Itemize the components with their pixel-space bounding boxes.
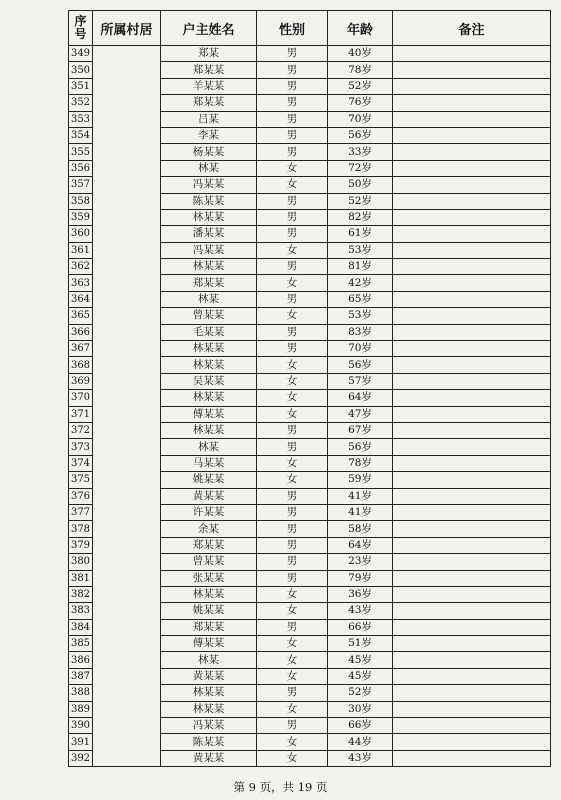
cell-remark (393, 291, 551, 307)
cell-remark (393, 718, 551, 734)
cell-gender: 男 (257, 209, 328, 225)
cell-remark (393, 259, 551, 275)
cell-gender: 男 (257, 488, 328, 504)
cell-gender: 女 (257, 636, 328, 652)
cell-seq: 392 (69, 750, 93, 766)
table-header-row (69, 11, 551, 46)
cell-seq: 388 (69, 685, 93, 701)
cell-gender: 男 (257, 570, 328, 586)
cell-gender: 男 (257, 521, 328, 537)
cell-gender: 男 (257, 46, 328, 62)
cell-name: 林某某 (161, 259, 257, 275)
cell-gender: 男 (257, 324, 328, 340)
cell-name: 林某 (161, 439, 257, 455)
header-village: 所属村居 (93, 11, 161, 46)
cell-gender: 女 (257, 275, 328, 291)
header-gender: 性别 (257, 11, 328, 46)
cell-seq: 389 (69, 701, 93, 717)
cell-age: 43岁 (328, 750, 393, 766)
cell-remark (393, 324, 551, 340)
cell-age: 56岁 (328, 357, 393, 373)
cell-seq: 386 (69, 652, 93, 668)
cell-village-merged (93, 46, 161, 767)
cell-name: 郑某某 (161, 275, 257, 291)
cell-age: 64岁 (328, 390, 393, 406)
cell-remark (393, 308, 551, 324)
table-body (69, 46, 551, 767)
cell-name: 马某某 (161, 455, 257, 471)
cell-remark (393, 357, 551, 373)
cell-age: 56岁 (328, 439, 393, 455)
cell-gender: 女 (257, 603, 328, 619)
cell-remark (393, 652, 551, 668)
cell-remark (393, 603, 551, 619)
cell-gender: 男 (257, 78, 328, 94)
cell-name: 郑某某 (161, 619, 257, 635)
cell-gender: 女 (257, 750, 328, 766)
cell-gender: 女 (257, 390, 328, 406)
cell-seq: 350 (69, 62, 93, 78)
cell-gender: 男 (257, 193, 328, 209)
cell-age: 65岁 (328, 291, 393, 307)
cell-seq: 371 (69, 406, 93, 422)
cell-remark (393, 422, 551, 438)
cell-seq: 377 (69, 504, 93, 520)
cell-remark (393, 226, 551, 242)
cell-name: 姚某某 (161, 472, 257, 488)
cell-remark (393, 750, 551, 766)
cell-gender: 男 (257, 685, 328, 701)
cell-gender: 男 (257, 341, 328, 357)
cell-name: 林某 (161, 652, 257, 668)
cell-name: 林某某 (161, 701, 257, 717)
cell-seq: 383 (69, 603, 93, 619)
header-remark: 备注 (393, 11, 551, 46)
cell-name: 黄某某 (161, 750, 257, 766)
cell-name: 黄某某 (161, 668, 257, 684)
cell-age: 50岁 (328, 177, 393, 193)
cell-seq: 356 (69, 160, 93, 176)
cell-age: 70岁 (328, 341, 393, 357)
cell-name: 吕某 (161, 111, 257, 127)
cell-seq: 354 (69, 127, 93, 143)
cell-seq: 378 (69, 521, 93, 537)
cell-remark (393, 275, 551, 291)
cell-age: 41岁 (328, 504, 393, 520)
cell-seq: 390 (69, 718, 93, 734)
cell-name: 郑某某 (161, 95, 257, 111)
cell-remark (393, 144, 551, 160)
cell-age: 47岁 (328, 406, 393, 422)
cell-age: 51岁 (328, 636, 393, 652)
cell-seq: 387 (69, 668, 93, 684)
household-table (68, 10, 551, 767)
cell-age: 57岁 (328, 373, 393, 389)
cell-remark (393, 111, 551, 127)
cell-name: 潘某某 (161, 226, 257, 242)
cell-age: 53岁 (328, 242, 393, 258)
cell-remark (393, 46, 551, 62)
cell-seq: 384 (69, 619, 93, 635)
cell-age: 40岁 (328, 46, 393, 62)
cell-name: 林某 (161, 291, 257, 307)
cell-name: 毛某某 (161, 324, 257, 340)
cell-name: 曾某某 (161, 308, 257, 324)
cell-gender: 女 (257, 406, 328, 422)
cell-name: 陈某某 (161, 734, 257, 750)
cell-seq: 369 (69, 373, 93, 389)
cell-seq: 382 (69, 586, 93, 602)
cell-age: 33岁 (328, 144, 393, 160)
cell-name: 陈某某 (161, 193, 257, 209)
cell-seq: 355 (69, 144, 93, 160)
cell-age: 61岁 (328, 226, 393, 242)
cell-age: 70岁 (328, 111, 393, 127)
table-row (69, 46, 551, 62)
household-table-sheet (68, 10, 550, 767)
cell-age: 56岁 (328, 127, 393, 143)
header-name: 户主姓名 (161, 11, 257, 46)
cell-remark (393, 488, 551, 504)
cell-name: 杨某某 (161, 144, 257, 160)
cell-age: 52岁 (328, 685, 393, 701)
cell-age: 82岁 (328, 209, 393, 225)
cell-age: 59岁 (328, 472, 393, 488)
cell-remark (393, 685, 551, 701)
cell-remark (393, 734, 551, 750)
cell-name: 林某某 (161, 422, 257, 438)
cell-remark (393, 78, 551, 94)
cell-age: 83岁 (328, 324, 393, 340)
cell-seq: 359 (69, 209, 93, 225)
cell-remark (393, 570, 551, 586)
cell-age: 64岁 (328, 537, 393, 553)
cell-remark (393, 209, 551, 225)
cell-seq: 351 (69, 78, 93, 94)
cell-age: 52岁 (328, 78, 393, 94)
cell-seq: 372 (69, 422, 93, 438)
cell-age: 43岁 (328, 603, 393, 619)
cell-seq: 373 (69, 439, 93, 455)
cell-remark (393, 341, 551, 357)
cell-gender: 女 (257, 734, 328, 750)
cell-name: 林某某 (161, 341, 257, 357)
cell-name: 许某某 (161, 504, 257, 520)
cell-age: 76岁 (328, 95, 393, 111)
cell-gender: 女 (257, 652, 328, 668)
cell-remark (393, 554, 551, 570)
cell-remark (393, 472, 551, 488)
cell-seq: 349 (69, 46, 93, 62)
cell-gender: 男 (257, 259, 328, 275)
cell-remark (393, 504, 551, 520)
cell-name: 郑某某 (161, 537, 257, 553)
cell-gender: 女 (257, 242, 328, 258)
cell-gender: 男 (257, 127, 328, 143)
cell-seq: 368 (69, 357, 93, 373)
cell-seq: 366 (69, 324, 93, 340)
cell-gender: 女 (257, 586, 328, 602)
cell-remark (393, 242, 551, 258)
cell-remark (393, 62, 551, 78)
cell-seq: 360 (69, 226, 93, 242)
cell-seq: 367 (69, 341, 93, 357)
cell-gender: 男 (257, 111, 328, 127)
cell-name: 黄某某 (161, 488, 257, 504)
cell-remark (393, 406, 551, 422)
cell-name: 傅某某 (161, 636, 257, 652)
cell-name: 冯某某 (161, 177, 257, 193)
cell-name: 林某某 (161, 209, 257, 225)
cell-seq: 385 (69, 636, 93, 652)
cell-name: 林某某 (161, 685, 257, 701)
cell-age: 78岁 (328, 455, 393, 471)
cell-gender: 男 (257, 62, 328, 78)
cell-gender: 女 (257, 701, 328, 717)
page-number: 第 9 页，共 19 页 (233, 780, 328, 794)
cell-name: 吴某某 (161, 373, 257, 389)
cell-remark (393, 390, 551, 406)
cell-remark (393, 373, 551, 389)
cell-name: 冯某某 (161, 242, 257, 258)
cell-seq: 364 (69, 291, 93, 307)
cell-age: 58岁 (328, 521, 393, 537)
cell-seq: 362 (69, 259, 93, 275)
cell-remark (393, 668, 551, 684)
cell-gender: 女 (257, 472, 328, 488)
cell-gender: 男 (257, 226, 328, 242)
cell-gender: 男 (257, 439, 328, 455)
cell-gender: 女 (257, 668, 328, 684)
cell-gender: 女 (257, 373, 328, 389)
cell-gender: 女 (257, 308, 328, 324)
cell-remark (393, 636, 551, 652)
cell-age: 30岁 (328, 701, 393, 717)
cell-age: 42岁 (328, 275, 393, 291)
cell-remark (393, 521, 551, 537)
cell-name: 李某 (161, 127, 257, 143)
cell-seq: 357 (69, 177, 93, 193)
cell-remark (393, 439, 551, 455)
cell-seq: 353 (69, 111, 93, 127)
cell-seq: 379 (69, 537, 93, 553)
cell-name: 姚某某 (161, 603, 257, 619)
cell-name: 曾某某 (161, 554, 257, 570)
cell-seq: 391 (69, 734, 93, 750)
cell-name: 林某某 (161, 390, 257, 406)
cell-gender: 男 (257, 619, 328, 635)
cell-remark (393, 586, 551, 602)
header-age: 年龄 (328, 11, 393, 46)
cell-gender: 男 (257, 422, 328, 438)
cell-seq: 352 (69, 95, 93, 111)
cell-name: 羊某某 (161, 78, 257, 94)
cell-seq: 363 (69, 275, 93, 291)
cell-age: 72岁 (328, 160, 393, 176)
cell-seq: 374 (69, 455, 93, 471)
cell-seq: 358 (69, 193, 93, 209)
cell-name: 林某某 (161, 586, 257, 602)
cell-age: 52岁 (328, 193, 393, 209)
cell-gender: 女 (257, 160, 328, 176)
cell-age: 66岁 (328, 718, 393, 734)
cell-gender: 男 (257, 504, 328, 520)
cell-name: 郑某 (161, 46, 257, 62)
cell-age: 36岁 (328, 586, 393, 602)
cell-gender: 女 (257, 357, 328, 373)
cell-remark (393, 537, 551, 553)
cell-remark (393, 619, 551, 635)
cell-age: 45岁 (328, 668, 393, 684)
cell-age: 45岁 (328, 652, 393, 668)
cell-remark (393, 177, 551, 193)
cell-remark (393, 95, 551, 111)
cell-age: 66岁 (328, 619, 393, 635)
cell-name: 郑某某 (161, 62, 257, 78)
cell-name: 余某 (161, 521, 257, 537)
cell-name: 冯某某 (161, 718, 257, 734)
cell-age: 81岁 (328, 259, 393, 275)
cell-gender: 男 (257, 554, 328, 570)
page-footer (0, 779, 561, 795)
cell-gender: 男 (257, 718, 328, 734)
cell-seq: 365 (69, 308, 93, 324)
cell-age: 41岁 (328, 488, 393, 504)
cell-name: 张某某 (161, 570, 257, 586)
cell-seq: 375 (69, 472, 93, 488)
header-seq: 序号 (69, 11, 93, 46)
cell-name: 傅某某 (161, 406, 257, 422)
cell-seq: 361 (69, 242, 93, 258)
cell-name: 林某 (161, 160, 257, 176)
cell-remark (393, 127, 551, 143)
cell-age: 44岁 (328, 734, 393, 750)
cell-gender: 男 (257, 144, 328, 160)
cell-name: 林某某 (161, 357, 257, 373)
cell-age: 23岁 (328, 554, 393, 570)
cell-gender: 男 (257, 291, 328, 307)
cell-remark (393, 701, 551, 717)
cell-remark (393, 193, 551, 209)
cell-age: 79岁 (328, 570, 393, 586)
cell-seq: 380 (69, 554, 93, 570)
cell-gender: 女 (257, 455, 328, 471)
cell-gender: 男 (257, 95, 328, 111)
cell-age: 78岁 (328, 62, 393, 78)
cell-age: 67岁 (328, 422, 393, 438)
cell-gender: 男 (257, 537, 328, 553)
cell-remark (393, 455, 551, 471)
cell-seq: 376 (69, 488, 93, 504)
cell-remark (393, 160, 551, 176)
cell-seq: 370 (69, 390, 93, 406)
cell-age: 53岁 (328, 308, 393, 324)
cell-gender: 女 (257, 177, 328, 193)
cell-seq: 381 (69, 570, 93, 586)
